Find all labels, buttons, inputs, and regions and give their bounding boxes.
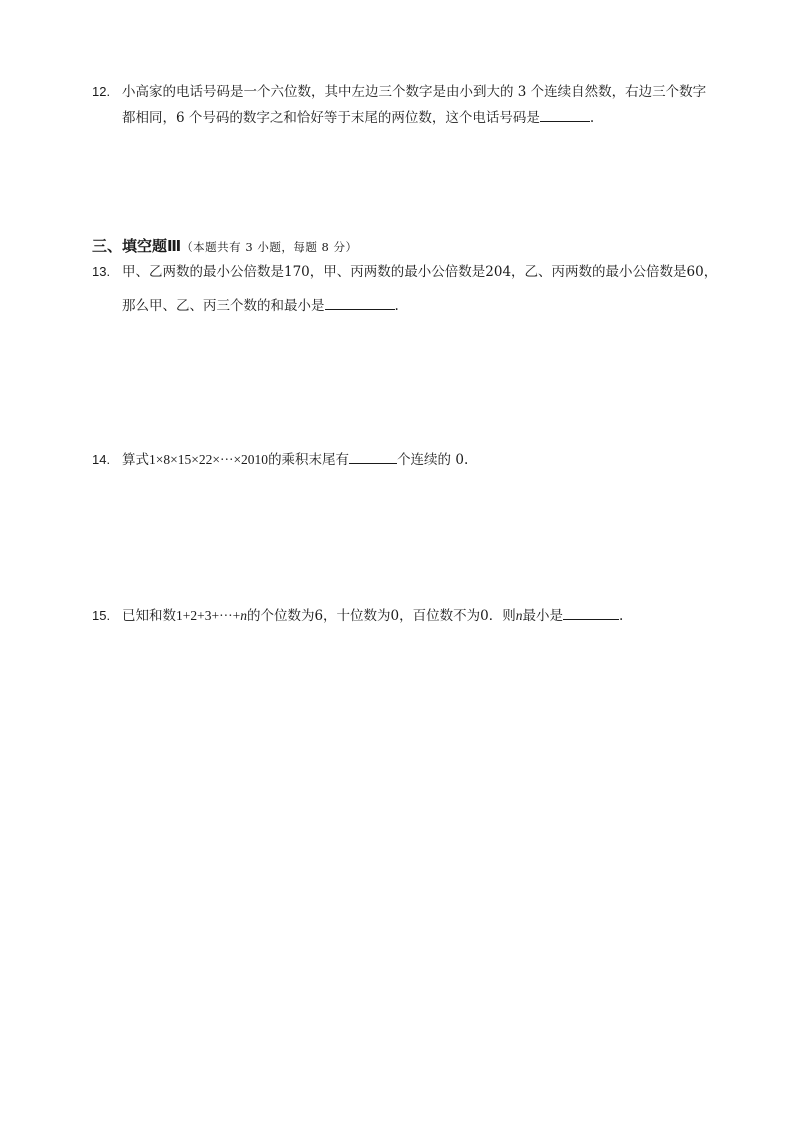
end-mark: . xyxy=(589,110,595,126)
section-title: 三、填空题Ⅲ xyxy=(92,237,182,255)
problem-12-line-2 xyxy=(92,105,732,131)
problem-text: 已知和数 xyxy=(122,608,176,624)
variable-n: n xyxy=(240,608,247,623)
problem-text: 甲、乙两数的最小公倍数是170，甲、丙两数的最小公倍数是204，乙、丙两数的最小公倍数是60， xyxy=(122,264,718,280)
problem-14-line-1 xyxy=(92,447,732,473)
end-mark: . xyxy=(394,298,399,314)
problem-15 xyxy=(92,603,732,629)
problem-text: 的个位数为6，十位数为0，百位数不为0．则 xyxy=(246,608,516,624)
problem-text: 个连续的 0. xyxy=(397,452,469,468)
problem-13 xyxy=(92,259,732,319)
problem-number: 14. xyxy=(92,452,111,467)
problem-text: 都相同，6 个号码的数字之和恰好等于末尾的两位数，这个电话号码是 xyxy=(122,110,540,126)
problem-text: 最小是 xyxy=(522,608,563,624)
problem-14 xyxy=(92,447,732,473)
problem-number: 15. xyxy=(92,608,111,623)
answer-blank[interactable] xyxy=(349,449,397,464)
math-expression-sum: 1+2+3+···+ xyxy=(176,608,241,623)
variable-n: n xyxy=(515,608,523,623)
math-expression xyxy=(176,608,247,623)
problem-15-line-1 xyxy=(92,603,732,629)
problem-number: 13. xyxy=(92,264,111,279)
problem-12-line-1 xyxy=(92,79,732,105)
end-mark: . xyxy=(618,608,624,624)
section-heading xyxy=(92,236,357,257)
problem-number: 12. xyxy=(92,84,111,99)
math-expression: 1×8×15×22×···×2010 xyxy=(149,452,269,467)
problem-text: 的乘积末尾有 xyxy=(268,452,350,468)
problem-text: 算式 xyxy=(122,452,149,468)
problem-13-line-1 xyxy=(92,259,732,285)
problem-text: 那么甲、乙、丙三个数的和最小是 xyxy=(122,298,325,314)
section-note: （本题共有 3 小题，每题 8 分） xyxy=(181,240,358,254)
answer-blank[interactable] xyxy=(540,107,590,122)
problem-12 xyxy=(92,79,732,131)
problem-text: 小高家的电话号码是一个六位数，其中左边三个数字是由小到大的 3 个连续自然数，右边三个数字 xyxy=(122,84,707,100)
problem-13-line-2 xyxy=(92,293,732,319)
answer-blank[interactable] xyxy=(563,605,619,620)
answer-blank[interactable] xyxy=(325,295,395,310)
